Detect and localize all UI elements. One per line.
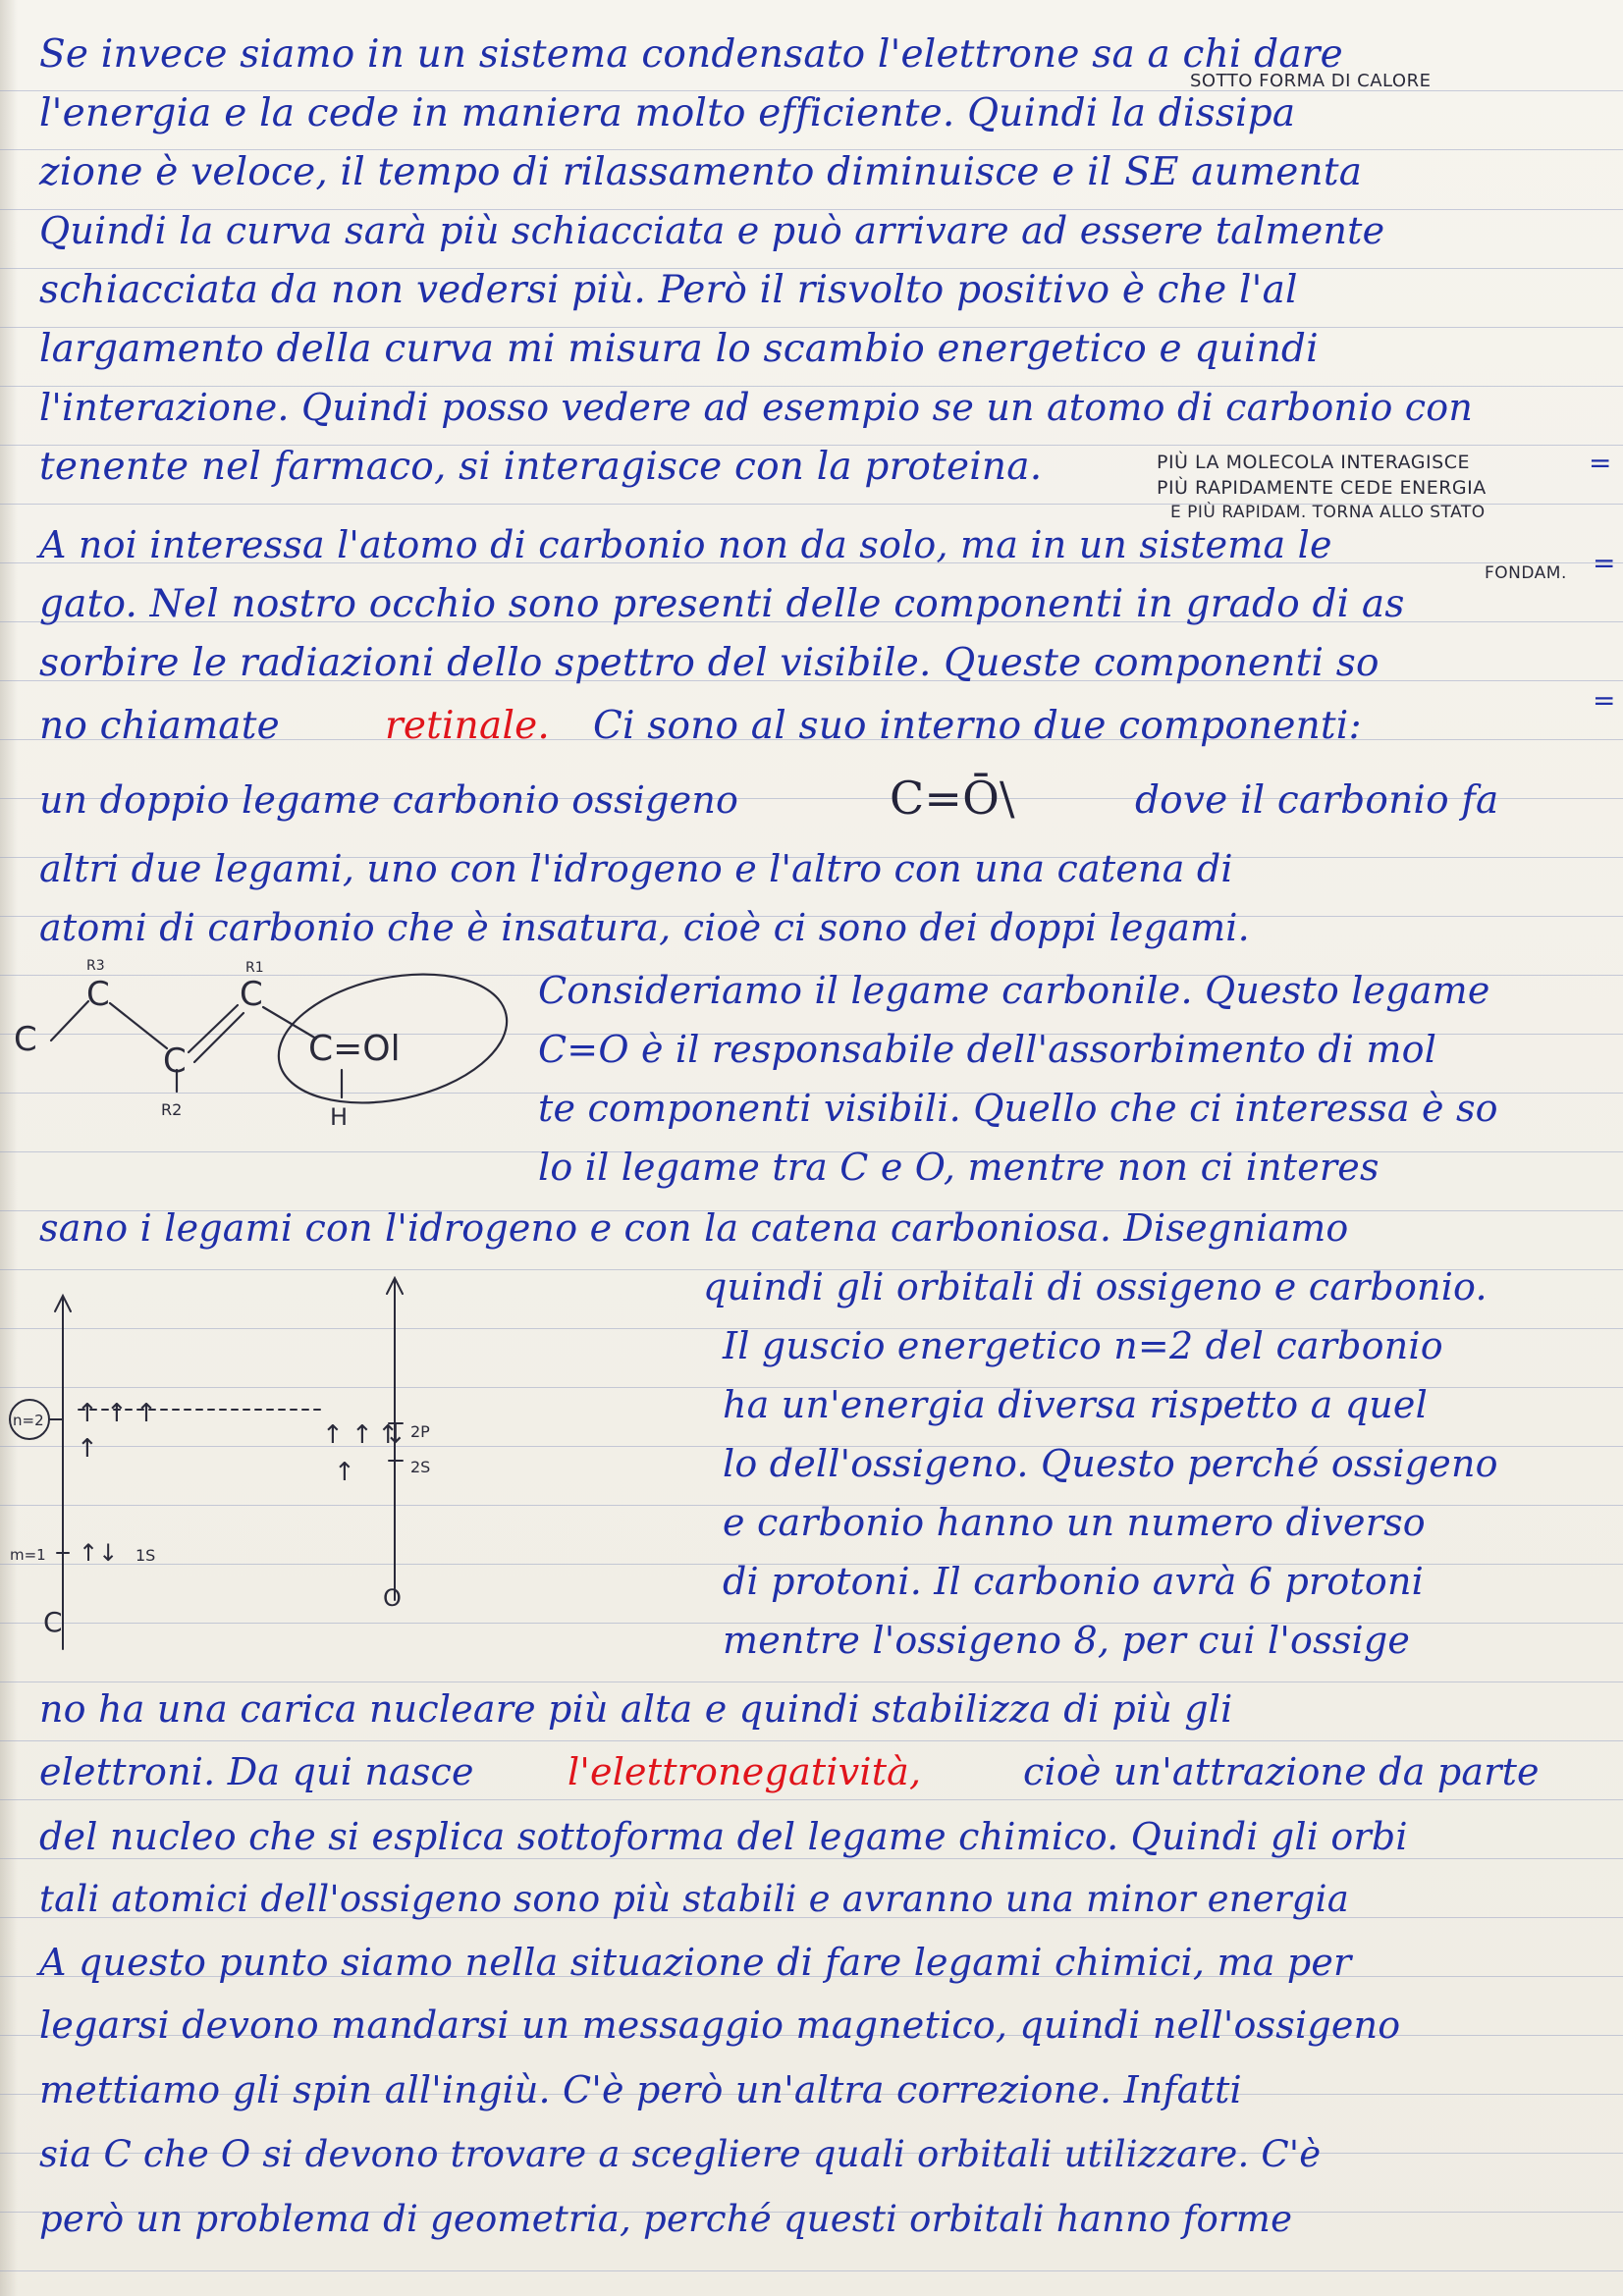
text-line: zione è veloce, il tempo di rilassamento diminuisce e il SE aumenta [39, 150, 1363, 194]
substituent-label: R3 [86, 958, 105, 974]
text-line: un doppio legame carbonio ossigeno [39, 778, 739, 822]
margin-note: SOTTO FORMA DI CALORE [1190, 71, 1432, 91]
substituent-label: R2 [161, 1100, 183, 1119]
text-line: A noi interessa l'atomo di carbonio non da solo, ma in un sistema le [39, 523, 1332, 566]
text-line: di protoni. Il carbonio avrà 6 protoni [723, 1560, 1425, 1603]
text-line: Ci sono al suo interno due componenti: [593, 704, 1362, 748]
text-line: Il guscio energetico n=2 del carbonio [723, 1324, 1443, 1367]
text-line: e carbonio hanno un numero diverso [723, 1501, 1426, 1544]
atom-label: C [240, 975, 263, 1014]
atom-label: C [14, 1020, 37, 1059]
text-line: l'interazione. Quindi posso vedere ad esempio se un atomo di carbonio con [39, 386, 1474, 429]
text-line: gato. Nel nostro occhio sono presenti delle componenti in grado di as [39, 582, 1405, 626]
margin-note: PIÙ RAPIDAMENTE CEDE ENERGIA [1157, 477, 1487, 499]
ruled-line [0, 2270, 1623, 2271]
carbon-2s-electrons: ↑ [77, 1434, 98, 1464]
text-line: legarsi devono mandarsi un messaggio magnetico, quindi nell'ossigeno [39, 2003, 1401, 2047]
text-line: cioè un'attrazione da parte [1023, 1750, 1540, 1793]
text-line: dove il carbonio fa [1135, 778, 1499, 823]
equals-mark: = [1589, 447, 1612, 479]
text-line: no ha una carica nucleare più alta e quindi stabilizza di più gli [39, 1687, 1233, 1731]
bond [189, 1005, 238, 1052]
bond [194, 1013, 243, 1062]
atom-label: C [43, 1606, 63, 1638]
text-line: del nucleo che si esplica sottoforma del legame chimico. Quindi gli orbi [39, 1815, 1408, 1858]
text-line: elettroni. Da qui nasce [39, 1750, 474, 1793]
text-line: l'energia e la cede in maniera molto efficiente. Quindi la dissipa [39, 91, 1296, 135]
atom-label: H [330, 1103, 349, 1131]
text-line: ha un'energia diversa rispetto a quel [723, 1383, 1428, 1426]
carbonyl-formula: C=Ō\ [890, 772, 1015, 825]
atom-label: C [163, 1041, 187, 1081]
text-line: sia C che O si devono trovare a scegliere quali orbitali utilizzare. C'è [39, 2133, 1322, 2175]
text-line: A questo punto siamo nella situazione di fare legami chimici, ma per [39, 1941, 1352, 1984]
shell-label: n=2 [13, 1412, 44, 1429]
text-line: no chiamate [39, 704, 280, 748]
orbital-label: 1S [135, 1546, 156, 1565]
atom-label: O [383, 1584, 402, 1612]
text-line: atomi di carbonio che è insatura, cioè ci sono dei doppi legami. [39, 906, 1250, 949]
text-line: schiacciata da non vedersi più. Però il risvolto positivo è che l'al [39, 268, 1298, 312]
carbon-1s-electrons: ↑↓ [79, 1539, 119, 1567]
text-line: mentre l'ossigeno 8, per cui l'ossige [723, 1619, 1411, 1662]
oxygen-2s-electrons: ↑ [334, 1458, 355, 1487]
carbonyl-label: C=Ol [308, 1029, 401, 1069]
text-line: C=O è il responsabile dell'assorbimento di mol [538, 1028, 1437, 1071]
text-line: Consideriamo il legame carbonile. Questo legame [538, 969, 1490, 1012]
text-line: quindi gli orbitali di ossigeno e carbonio. [703, 1265, 1488, 1308]
text-line: largamento della curva mi misura lo scambio energetico e quindi [39, 327, 1319, 371]
orbital-label: 2S [410, 1458, 431, 1476]
text-line: sorbire le radiazioni dello spettro del visibile. Queste componenti so [39, 641, 1380, 685]
text-line: tali atomici dell'ossigeno sono più stabili e avranno una minor energia [39, 1878, 1349, 1920]
text-line: Se invece siamo in un sistema condensato l'elettrone sa a chi dare [39, 32, 1343, 77]
text-line: altri due legami, uno con l'idrogeno e l'altro con una catena di [39, 847, 1233, 890]
substituent-label: R1 [245, 960, 264, 976]
text-line: mettiamo gli spin all'ingiù. C'è però un'altra correzione. Infatti [39, 2068, 1242, 2111]
bond [51, 1001, 88, 1041]
ruled-line [0, 1740, 1623, 1741]
highlighted-term: l'elettronegatività, [568, 1750, 922, 1793]
text-line: sano i legami con l'idrogeno e con la catena carboniosa. Disegniamo [39, 1206, 1349, 1250]
equals-mark: = [1593, 547, 1616, 579]
margin-note: PIÙ LA MOLECOLA INTERAGISCE [1157, 452, 1470, 473]
oxygen-2p-electrons: ↑ ↑ ⇅ [322, 1420, 403, 1450]
text-line: tenente nel farmaco, si interagisce con la proteina. [39, 445, 1043, 489]
highlighted-term: retinale. [385, 704, 550, 748]
orbital-label: 2P [410, 1422, 430, 1441]
bond [110, 1003, 167, 1048]
text-line: lo il legame tra C e O, mentre non ci interes [538, 1146, 1380, 1189]
ruled-line [0, 1799, 1623, 1800]
text-line: lo dell'ossigeno. Questo perché ossigeno [723, 1442, 1498, 1485]
shell-label: m=1 [10, 1546, 46, 1564]
ruled-line [0, 1858, 1623, 1859]
equals-mark: = [1593, 684, 1616, 717]
margin-note: FONDAM. [1485, 563, 1567, 583]
margin-note: E PIÙ RAPIDAM. TORNA ALLO STATO [1170, 503, 1486, 522]
text-line: te componenti visibili. Quello che ci interessa è so [538, 1087, 1498, 1130]
text-line: Quindi la curva sarà più schiacciata e può arrivare ad essere talmente [39, 209, 1385, 252]
orbital-energy-diagram [0, 1276, 511, 1669]
carbon-2p-electrons: ↑ ↑ ↑ [77, 1399, 157, 1428]
text-line: però un problema di geometria, perché questi orbitali hanno forme [39, 2198, 1293, 2240]
atom-label: C [86, 975, 110, 1014]
retinal-molecule-diagram [0, 923, 511, 1139]
